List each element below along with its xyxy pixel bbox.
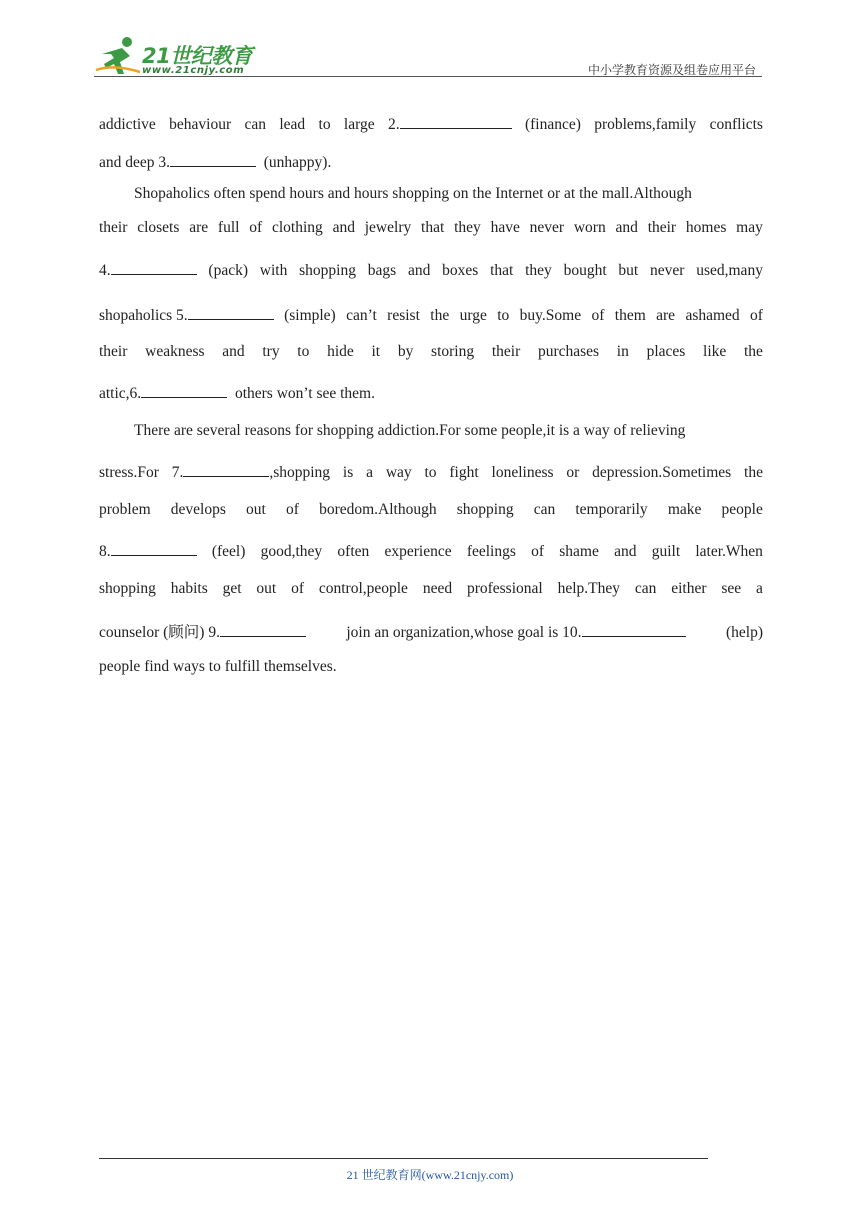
blank-8[interactable]	[111, 541, 197, 556]
logo-url: www.21cnjy.com	[142, 65, 245, 76]
passage-line-1: addictive behaviour can lead to large 2. (finance) problems,family conflicts	[99, 116, 763, 133]
blank-5[interactable]	[188, 305, 274, 320]
logo	[94, 34, 264, 78]
passage-line-4: their closets are full of clothing and jewelry that they have never worn and their homes may	[99, 219, 763, 236]
passage-line-13: shopping habits get out of control,people need professional help.They can either see a	[99, 580, 763, 597]
passage-line-2: and deep 3. (unhappy).	[99, 154, 332, 171]
blank-7[interactable]	[183, 462, 269, 477]
platform-title: 中小学教育资源及组卷应用平台	[587, 63, 756, 77]
footer-divider	[99, 1158, 708, 1159]
passage-line-11: problem develops out of boredom.Although shopping can temporarily make people	[99, 501, 763, 518]
blank-3[interactable]	[170, 152, 256, 167]
passage-line-15: people find ways to fulfill themselves.	[99, 658, 337, 675]
passage-line-12: 8. (feel) good,they often experience feelings of shame and guilt later.When	[99, 543, 763, 560]
passage-line-5: 4. (pack) with shopping bags and boxes that they bought but never used,many	[99, 262, 763, 279]
passage-line-6: shopaholics 5. (simple) can’t resist the urge to buy.Some of them are ashamed of	[99, 307, 763, 324]
passage-line-14: counselor (顾问) 9. join an organization,whose goal is 10. (help)	[99, 624, 763, 641]
blank-4[interactable]	[111, 260, 197, 275]
footer-text: 21 世纪教育网(www.21cnjy.com)	[346, 1168, 514, 1182]
header-divider	[94, 76, 762, 77]
blank-2[interactable]	[400, 114, 512, 129]
passage-line-9: There are several reasons for shopping addiction.For some people,it is a way of relieving	[134, 422, 686, 439]
passage-line-7: their weakness and try to hide it by storing their purchases in places like the	[99, 343, 763, 360]
passage-line-10: stress.For 7. ,shopping is a way to fight loneliness or depression.Sometimes the	[99, 464, 763, 481]
logo-text: 21世纪教育	[142, 44, 253, 68]
blank-9[interactable]	[220, 622, 306, 637]
passage-line-3: Shopaholics often spend hours and hours shopping on the Internet or at the mall.Although	[134, 185, 692, 202]
runner-logo-icon	[94, 34, 144, 78]
page-header	[94, 30, 762, 80]
blank-6[interactable]	[141, 383, 227, 398]
blank-10[interactable]	[582, 622, 686, 637]
passage-line-8: attic,6. others won’t see them.	[99, 385, 375, 402]
